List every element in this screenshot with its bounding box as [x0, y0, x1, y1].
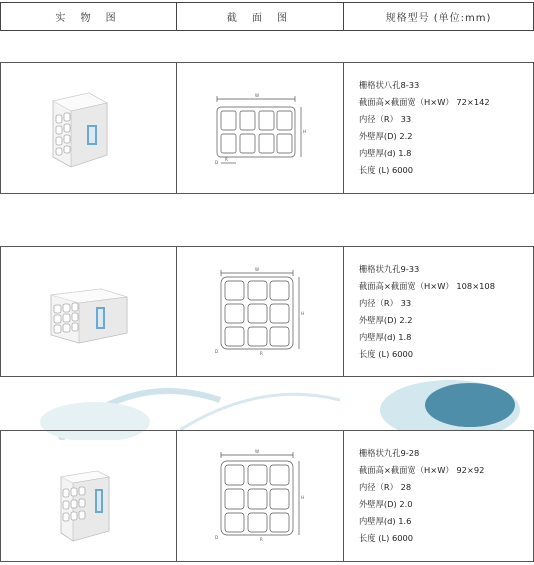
dim-h-label: H: [303, 129, 307, 134]
spec-length: 长度 (L) 6000: [359, 349, 414, 359]
cross-section-9hole-28: [177, 431, 343, 561]
spec-outer-wall: 外壁厚(D) 2.0: [359, 499, 413, 509]
spec-size: 截面高×截面宽（H×W） 92×92: [359, 465, 485, 475]
dim-h-label: H: [301, 495, 305, 500]
product-photo-cell: [0, 62, 177, 194]
product-photo-cell: [0, 430, 177, 562]
dim-r-label: R: [260, 537, 263, 542]
spec-inner-diameter: 内径（R） 33: [359, 298, 412, 308]
pipe-8hole-photo: [1, 63, 176, 193]
spec-list: [359, 445, 484, 547]
spec-size: 截面高×截面宽（H×W） 108×108: [359, 281, 495, 291]
dim-d-label: D: [215, 535, 219, 540]
cross-section-9hole-33: [177, 247, 343, 376]
dim-r-label: R: [225, 157, 228, 162]
cross-section-cell: [176, 246, 344, 377]
spec-cell: [343, 430, 534, 562]
spec-outer-wall: 外壁厚(D) 2.2: [359, 315, 413, 325]
dim-d-label: D: [215, 160, 219, 165]
dim-r-label: R: [260, 351, 263, 356]
spec-size: 截面高×截面宽（H×W） 72×142: [359, 97, 490, 107]
dim-h-label: H: [301, 311, 305, 316]
spec-outer-wall: 外壁厚(D) 2.2: [359, 131, 413, 141]
spec-length: 长度 (L) 6000: [359, 165, 414, 175]
dim-w-label: W: [255, 93, 259, 98]
product-row: [0, 62, 534, 194]
header-cross-section: 截 面 图: [176, 2, 344, 31]
dim-w-label: W: [255, 449, 259, 454]
dim-d-label: D: [215, 349, 219, 354]
spec-inner-diameter: 内径（R） 33: [359, 114, 412, 124]
cross-section-8hole: [177, 63, 343, 193]
spec-list: [359, 77, 490, 179]
spec-length: 长度 (L) 6000: [359, 533, 414, 543]
spec-inner-diameter: 内径（R） 28: [359, 482, 412, 492]
header-product-photo: 实 物 图: [0, 2, 177, 31]
pipe-9hole-33-photo: [1, 247, 176, 376]
header-spec: 规格型号 (单位:mm): [343, 2, 534, 31]
spec-cell: [343, 62, 534, 194]
spec-list: [359, 261, 495, 363]
spec-cell: [343, 246, 534, 377]
product-name: 栅格状八孔8-33: [359, 80, 420, 90]
product-photo-cell: [0, 246, 177, 377]
cross-section-cell: [176, 62, 344, 194]
product-row: [0, 246, 534, 377]
pipe-9hole-28-photo: [1, 431, 176, 561]
product-name: 栅格状九孔9-33: [359, 264, 420, 274]
spec-inner-wall: 内壁厚(d) 1.6: [359, 516, 412, 526]
cross-section-cell: [176, 430, 344, 562]
dim-w-label: W: [255, 267, 259, 272]
product-row: [0, 430, 534, 562]
table-header: [0, 2, 534, 31]
spec-inner-wall: 内壁厚(d) 1.8: [359, 148, 412, 158]
product-name: 栅格状九孔9-28: [359, 448, 420, 458]
spec-inner-wall: 内壁厚(d) 1.8: [359, 332, 412, 342]
